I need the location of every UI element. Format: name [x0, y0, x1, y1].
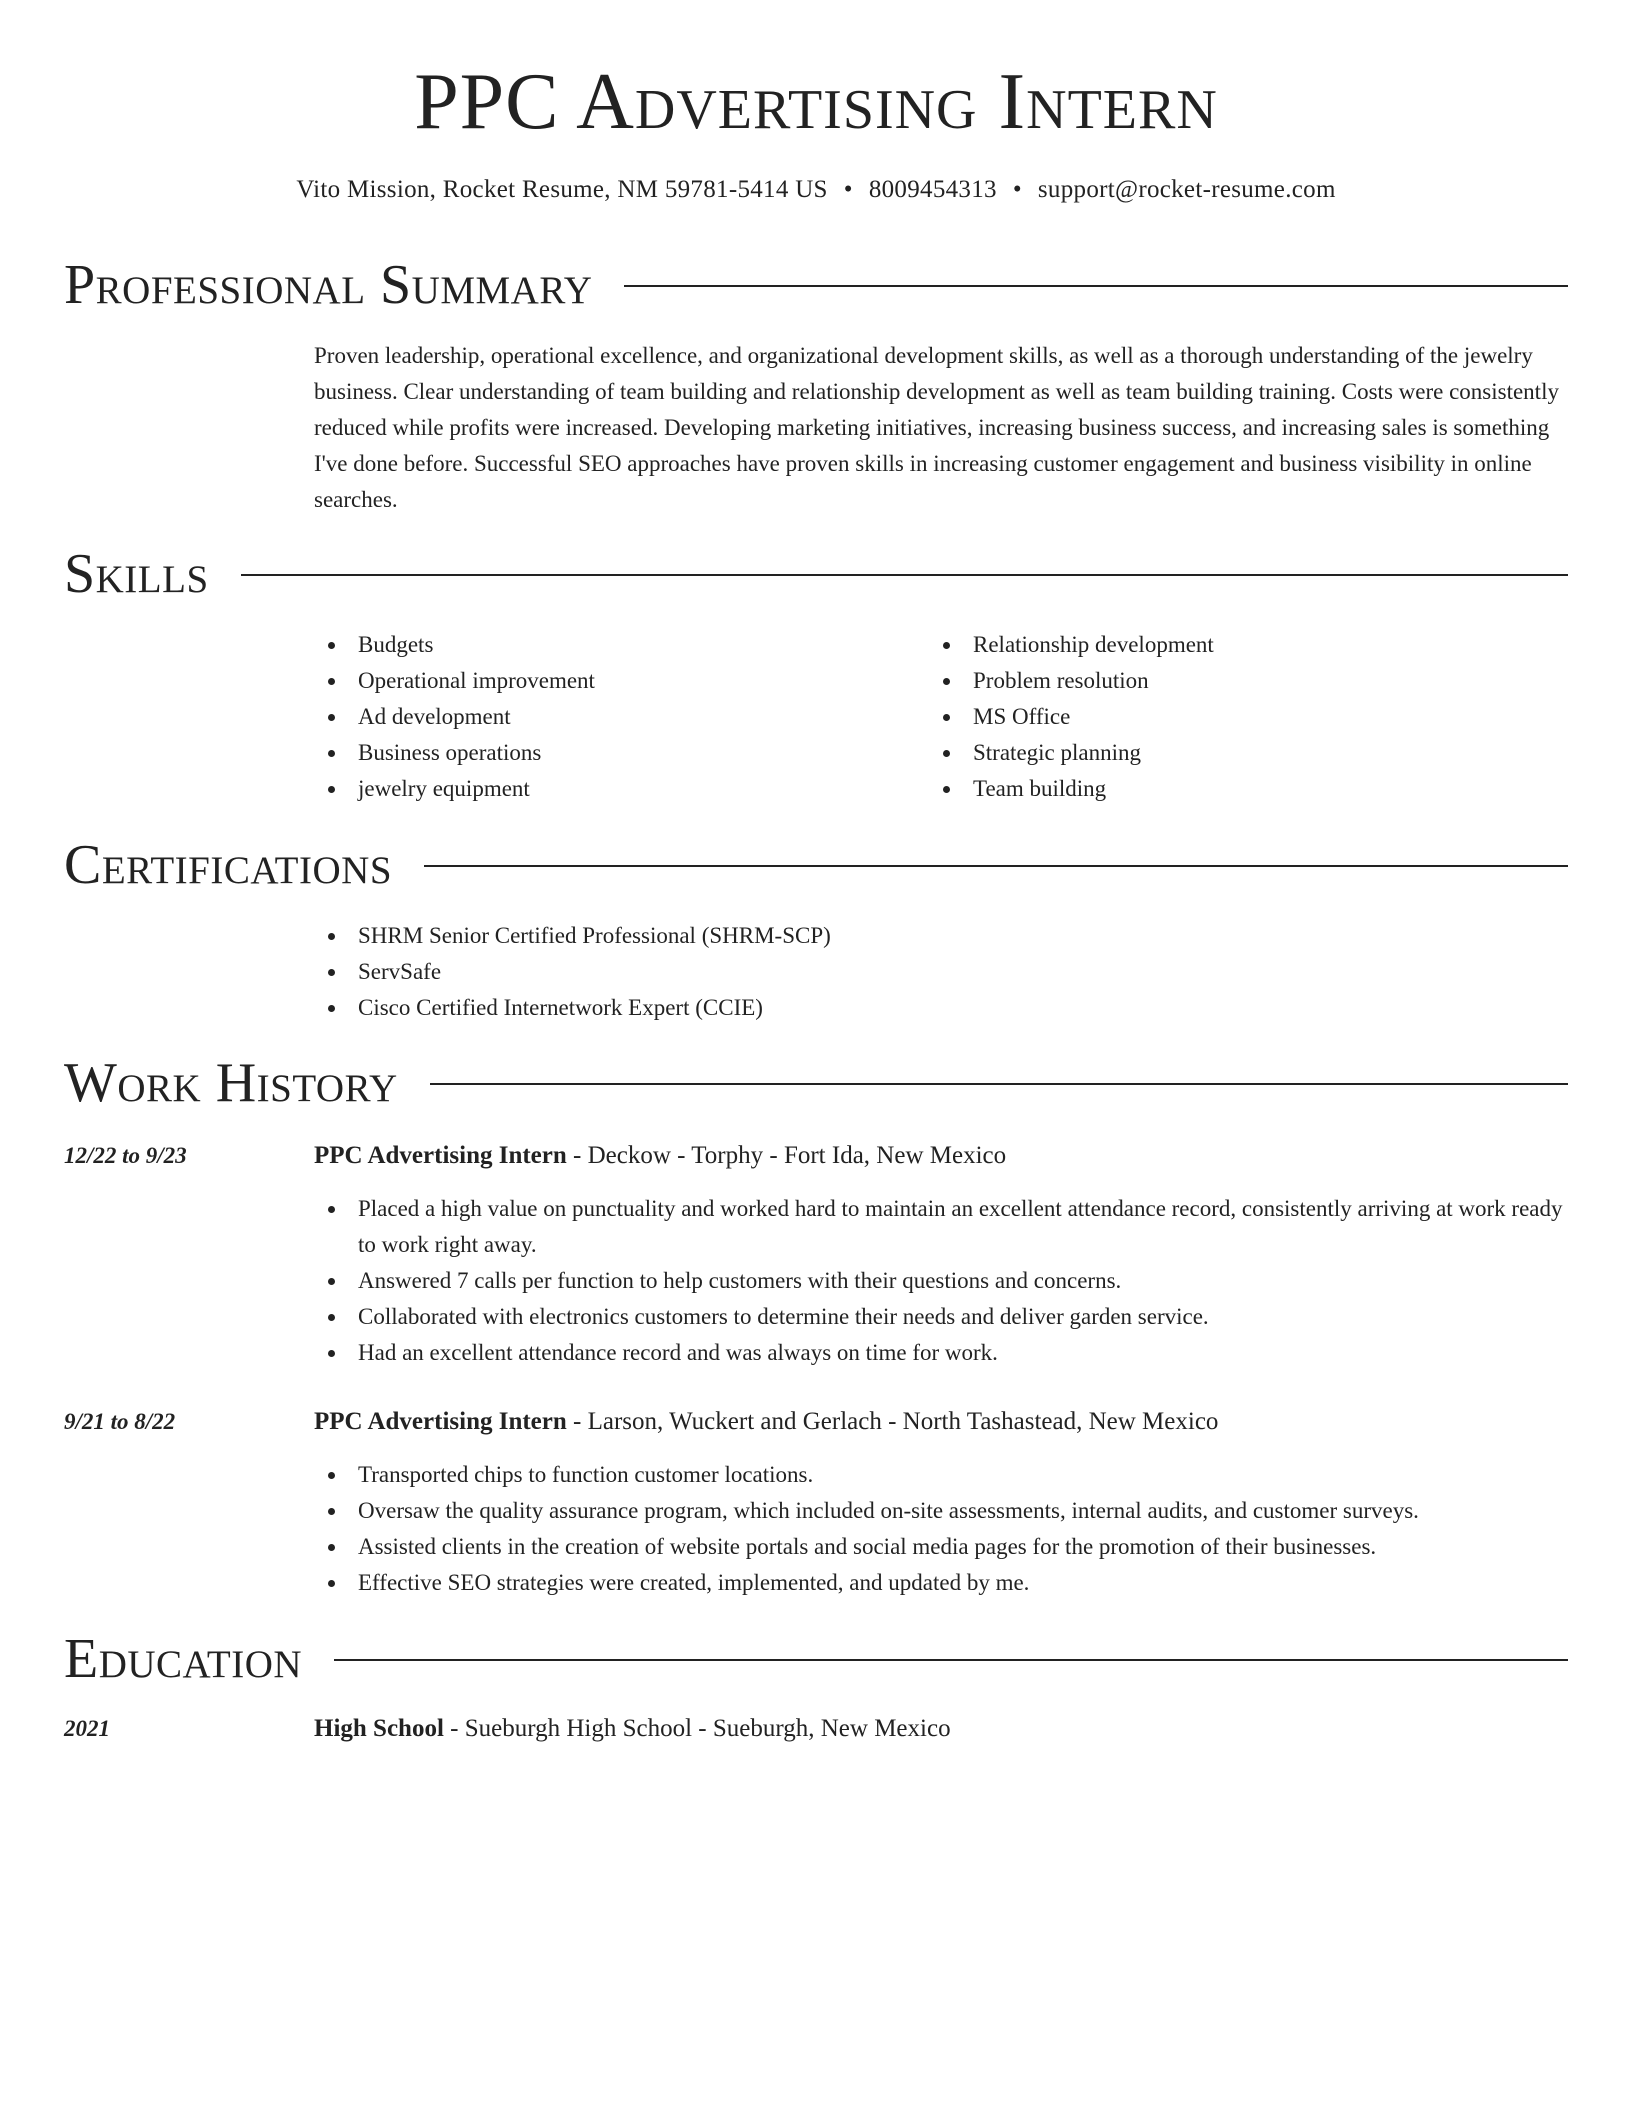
- section-title-summary: Professional Summary: [64, 254, 593, 316]
- job-company-location: - Deckow - Torphy - Fort Ida, New Mexico: [566, 1142, 1007, 1169]
- job-duty-item: Placed a high value on punctuality and worked hard to maintain an excellent attendance record, consistently arriving at work ready to work right away.: [314, 1191, 1570, 1263]
- job-dates: 12/22 to 9/23: [64, 1143, 187, 1168]
- job-duty-item: Oversaw the quality assurance program, which included on-site assessments, internal audits, and customer surveys.: [314, 1493, 1570, 1529]
- skill-item: Ad development: [314, 699, 914, 735]
- education-school-location: - Sueburgh High School - Sueburgh, New Mexico: [443, 1715, 951, 1742]
- skill-item: Budgets: [314, 627, 914, 663]
- certification-item: SHRM Senior Certified Professional (SHRM-SCP): [314, 918, 1570, 954]
- section-divider: [334, 1659, 1568, 1661]
- section-divider: [241, 574, 1568, 576]
- section-title-certifications: Certifications: [64, 834, 393, 896]
- skill-item: Relationship development: [929, 627, 1549, 663]
- education-year: 2021: [64, 1716, 110, 1741]
- job-duty-item: Transported chips to function customer locations.: [314, 1457, 1570, 1493]
- job-duty-item: Collaborated with electronics customers to determine their needs and deliver garden service.: [314, 1299, 1570, 1335]
- section-title-education: Education: [64, 1628, 303, 1690]
- contact-separator: •: [843, 176, 853, 203]
- section-divider: [430, 1083, 1568, 1085]
- job-duty-item: Answered 7 calls per function to help customers with their questions and concerns.: [314, 1263, 1570, 1299]
- section-title-work-history: Work History: [64, 1052, 398, 1114]
- contact-email: support@rocket-resume.com: [1037, 176, 1336, 203]
- skill-item: Team building: [929, 771, 1549, 807]
- section-title-skills: Skills: [64, 543, 209, 605]
- education-degree: High School: [314, 1715, 444, 1742]
- job-title-line: [314, 1404, 1570, 1440]
- resume-name: PPC Advertising Intern: [414, 58, 1218, 146]
- skill-item: Strategic planning: [929, 735, 1549, 771]
- section-header-summary: [64, 250, 1568, 320]
- job-duty-item: Had an excellent attendance record and was always on time for work.: [314, 1335, 1570, 1371]
- certifications-list: [314, 918, 1570, 1026]
- skills-list-right: [929, 627, 1549, 807]
- job-duty-item: Assisted clients in the creation of website portals and social media pages for the promotion of their businesses.: [314, 1529, 1570, 1565]
- skills-list-left: [314, 627, 914, 807]
- section-divider: [424, 865, 1568, 867]
- job-company-location: - Larson, Wuckert and Gerlach - North Tashastead, New Mexico: [566, 1408, 1219, 1435]
- section-header-education: [64, 1624, 1568, 1694]
- job-title-line: [314, 1138, 1570, 1174]
- contact-separator: •: [1012, 176, 1022, 203]
- contact-address: Vito Mission, Rocket Resume, NM 59781-5414 US: [296, 176, 828, 203]
- skill-item: Problem resolution: [929, 663, 1549, 699]
- skill-item: Operational improvement: [314, 663, 914, 699]
- certification-item: ServSafe: [314, 954, 1570, 990]
- summary-text: Proven leadership, operational excellence, and organizational development skills, as well as a thorough understanding of the jewelry business. Clear understanding of team building and relationship development as well as team building training. Costs were consistently reduced while profits were increased. Developing marketing initiatives, increasing business success, and increasing sales is something I've done before. Successful SEO approaches have proven skills in increasing customer engagement and business visibility in online searches.: [314, 343, 1559, 512]
- skill-item: MS Office: [929, 699, 1549, 735]
- section-header-certifications: [64, 830, 1568, 900]
- job-duties-list: [314, 1191, 1570, 1371]
- job-duty-item: Effective SEO strategies were created, implemented, and updated by me.: [314, 1565, 1570, 1601]
- job-dates: 9/21 to 8/22: [64, 1409, 176, 1434]
- skill-item: Business operations: [314, 735, 914, 771]
- certification-item: Cisco Certified Internetwork Expert (CCIE): [314, 990, 1570, 1026]
- job-title: PPC Advertising Intern: [314, 1408, 567, 1435]
- section-header-skills: [64, 539, 1568, 609]
- section-divider: [624, 285, 1568, 287]
- education-line: [314, 1711, 1570, 1747]
- skill-item: jewelry equipment: [314, 771, 914, 807]
- section-header-work-history: [64, 1048, 1568, 1118]
- job-duties-list: [314, 1457, 1570, 1601]
- contact-line: [0, 172, 1632, 208]
- job-title: PPC Advertising Intern: [314, 1142, 567, 1169]
- contact-phone: 8009454313: [868, 176, 997, 203]
